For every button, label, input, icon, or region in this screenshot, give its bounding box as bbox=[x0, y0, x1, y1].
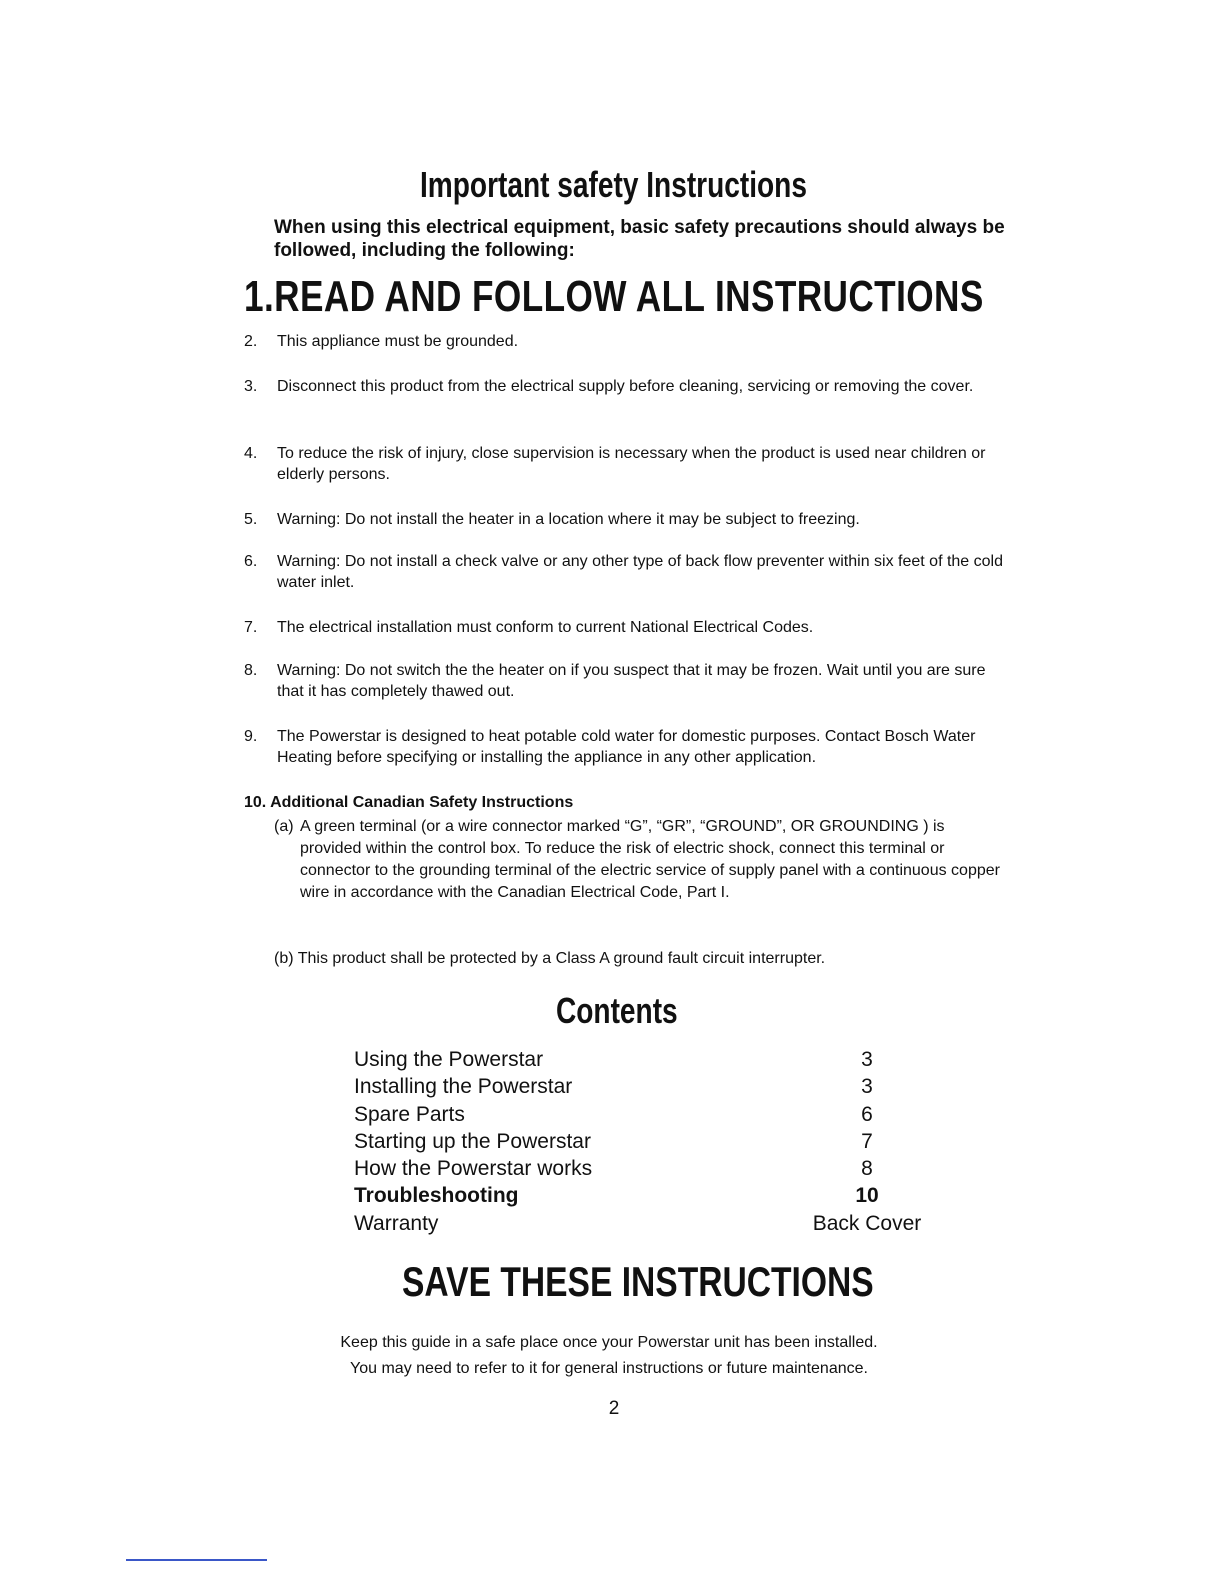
rule-1-heading: 1.READ AND FOLLOW ALL INSTRUCTIONS bbox=[244, 272, 984, 321]
footer-divider bbox=[126, 1559, 267, 1561]
page-number: 2 bbox=[608, 1398, 620, 1419]
canadian-safety-heading: 10. Additional Canadian Safety Instructions bbox=[244, 794, 574, 811]
canadian-item-a-text: A green terminal (or a wire connector marked “G”, “GR”, “GROUND”, OR GROUNDING ) is provided within the control box. To reduce the risk of electric shock, connect this terminal or connector to the grounding terminal of the electric service of supply panel with a continuous copper wire in accordance with the Canadian Electrical Code, Part I. bbox=[300, 818, 1000, 901]
toc-page: 3 bbox=[861, 1048, 873, 1071]
toc-page: 3 bbox=[861, 1075, 873, 1099]
canadian-item-b: (b) This product shall be protected by a Class A ground fault circuit interrupter. bbox=[274, 950, 826, 967]
list-item-text: The Powerstar is designed to heat potable cold water for domestic purposes. Contact Bosch Water Heating before specifying or installing the appliance in any other application. bbox=[277, 728, 976, 766]
list-item-text: Warning: Do not switch the the heater on if you suspect that it may be frozen. Wait until you are sure that it has completely thawed out. bbox=[277, 662, 986, 700]
keep-guide-line-1: Keep this guide in a safe place once your Powerstar unit has been installed. bbox=[340, 1334, 878, 1351]
list-item-number: 4. bbox=[244, 445, 258, 462]
toc-row bbox=[354, 1155, 934, 1182]
toc-label: How the Powerstar works bbox=[354, 1157, 593, 1181]
toc-row bbox=[354, 1128, 934, 1155]
list-item-text: The electrical installation must conform to current National Electrical Codes. bbox=[277, 619, 814, 636]
list-item-number: 7. bbox=[244, 619, 258, 636]
list-item-10 bbox=[244, 792, 1004, 813]
list-item-number: 5. bbox=[244, 511, 258, 528]
list-item-number: 9. bbox=[244, 728, 258, 745]
list-item-text: Warning: Do not install a check valve or any other type of back flow preventer within six feet of the cold water inlet. bbox=[277, 553, 1003, 591]
toc-page: 8 bbox=[861, 1157, 873, 1181]
toc-row bbox=[354, 1073, 934, 1100]
toc-label: Warranty bbox=[354, 1211, 439, 1235]
list-item-text: This appliance must be grounded. bbox=[277, 333, 519, 350]
list-item-text: To reduce the risk of injury, close supervision is necessary when the product is used near children or elderly persons. bbox=[277, 445, 986, 483]
list-item-text: Disconnect this product from the electrical supply before cleaning, servicing or removing the cover. bbox=[277, 378, 974, 395]
contents-heading: Contents bbox=[556, 990, 678, 1031]
toc-row bbox=[354, 1101, 934, 1128]
list-item-number: 3. bbox=[244, 378, 258, 395]
toc-label: Using the Powerstar bbox=[354, 1048, 544, 1071]
toc-row bbox=[354, 1210, 934, 1237]
keep-guide-line-2: You may need to refer to it for general instructions or future maintenance. bbox=[350, 1360, 868, 1377]
table-of-contents bbox=[354, 1046, 934, 1237]
intro-paragraph: When using this electrical equipment, basic safety precautions should always be followed, including the following: bbox=[274, 217, 1005, 261]
page-title: Important safety Instructions bbox=[420, 164, 807, 205]
toc-row bbox=[354, 1182, 934, 1209]
toc-label: Starting up the Powerstar bbox=[354, 1129, 591, 1153]
toc-page: Back Cover bbox=[812, 1211, 922, 1235]
toc-row bbox=[354, 1046, 934, 1073]
list-item-number: 2. bbox=[244, 333, 258, 350]
toc-label: Spare Parts bbox=[354, 1102, 465, 1126]
toc-page: 10 bbox=[855, 1184, 879, 1208]
toc-page: 6 bbox=[861, 1102, 873, 1126]
toc-label: Installing the Powerstar bbox=[354, 1075, 573, 1099]
canadian-item-a-label: (a) bbox=[274, 818, 294, 835]
keep-guide-note bbox=[0, 1330, 1218, 1382]
toc-page: 7 bbox=[861, 1129, 873, 1153]
list-item-number: 8. bbox=[244, 662, 258, 679]
list-item-number: 6. bbox=[244, 553, 258, 570]
toc-label: Troubleshooting bbox=[354, 1184, 519, 1208]
save-instructions-heading: SAVE THESE INSTRUCTIONS bbox=[402, 1258, 874, 1305]
list-item-text: Warning: Do not install the heater in a location where it may be subject to freezing. bbox=[277, 511, 860, 528]
